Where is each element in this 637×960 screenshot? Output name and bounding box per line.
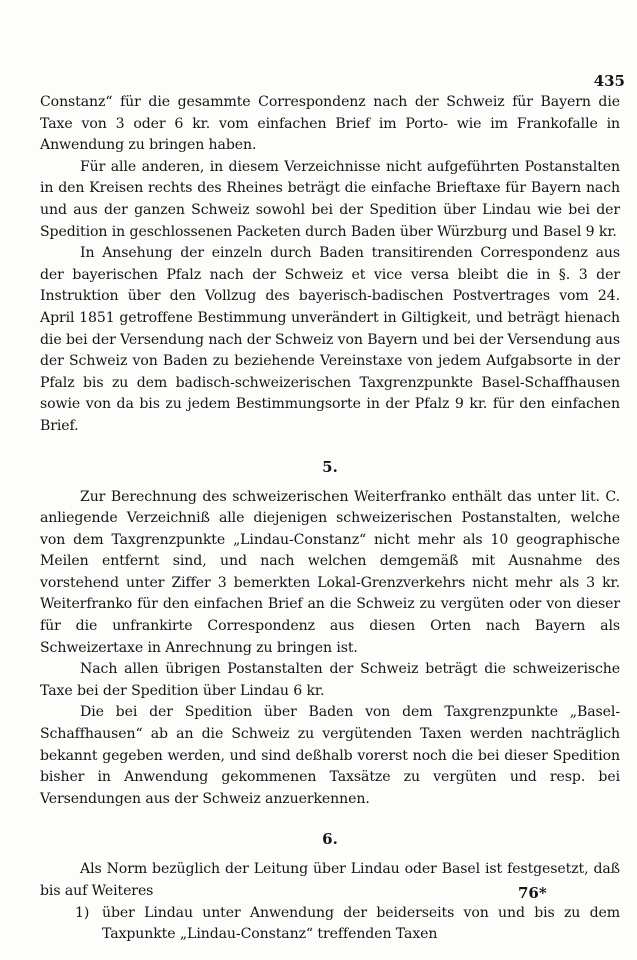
section-number: 5. [322,457,338,476]
list-item-label: 1) [75,904,90,921]
paragraph-continuation: Constanz“ für die gesammte Correspondenz nach der Schweiz für Bayern die Taxe von 3 oder 6 kr. vom einfachen Brief im Porto- wie im Frankofalle in Anwendung zu bringen haben. [40,94,620,154]
paragraph: Als Norm bezüglich der Leitung über Lindau oder Basel ist festgesetzt, daß bis auf Weiteres [40,861,620,899]
paragraph: Zur Berechnung des schweizerischen Weiterfranko enthält das unter lit. C. anliegende Verzeichniß alle diejenigen schweizerischen Postanstalten, welche von dem Taxgrenzpunkte „Lindau-Constanz“ nicht mehr als 10 geographische Meilen entfernt sind, und nach welchen demgemäß mit Ausnahme des vorstehend unter Ziffer 3 bemerkten Lokal-Grenzverkehrs nicht mehr als 3 kr. Weiterfranko für den einfachen Brief an die Schweiz zu vergüten oder von dieser für die unfrankirte Correspondenz aus diesen Orten nach Bayern als Schweizertaxe in Anrechnung zu bringen ist. [40,488,620,656]
section-number: 6. [322,830,338,849]
paragraph: Die bei der Spedition über Baden von dem Taxgrenzpunkte „Basel-Schaffhausen“ ab an die Schweiz zu vergütenden Taxen werden nachträglich bekannt gegeben werden, und sind deßhalb vorerst noch die bei dieser Spedition bisher in Anwendung gekommenen Taxsätze zu vergüten und resp. bei Versendungen aus der Schweiz anzuerkennen. [40,704,620,807]
body-text [40,92,620,946]
list-item [40,903,620,946]
list-item-text: über Lindau unter Anwendung der beiderseits von und bis zu dem Taxpunkte „Lindau-Constanz“ treffenden Taxen [102,904,620,943]
page-number: 435 [593,72,625,90]
paragraph: Nach allen übrigen Postanstalten der Schweiz beträgt die schweizerische Taxe bei der Spedition über Lindau 6 kr. [40,661,620,699]
paragraph: In Ansehung der einzeln durch Baden transitirenden Correspondenz aus der bayerischen Pfalz nach der Schweiz et vice versa bleibt die in §. 3 der Instruktion über den Vollzug des bayerisch-badischen Postvertrages vom 24. April 1851 getroffene Bestimmung unverändert in Giltigkeit, und beträgt hienach die bei der Versendung nach der Schweiz von Bayern und bei der Versendung aus der Schweiz von Baden zu beziehende Vereinstaxe von jedem Aufgabsorte in der Pfalz bis zu dem badisch-schweizerischen Taxgrenzpunkte Basel-Schaffhausen sowie von da bis zu jedem Bestimmungsorte in der Pfalz 9 kr. für den einfachen Brief. [40,245,620,434]
paragraph: Für alle anderen, in diesem Verzeichnisse nicht aufgeführten Postanstalten in den Kreisen rechts des Rheines beträgt die einfache Brieftaxe für Bayern nach und aus der ganzen Schweiz sowohl bei der Spedition über Lindau wie bei der Spedition in geschlossenen Packeten durch Baden über Würzburg und Basel 9 kr. [40,158,620,240]
signature-mark: 76* [518,884,547,902]
